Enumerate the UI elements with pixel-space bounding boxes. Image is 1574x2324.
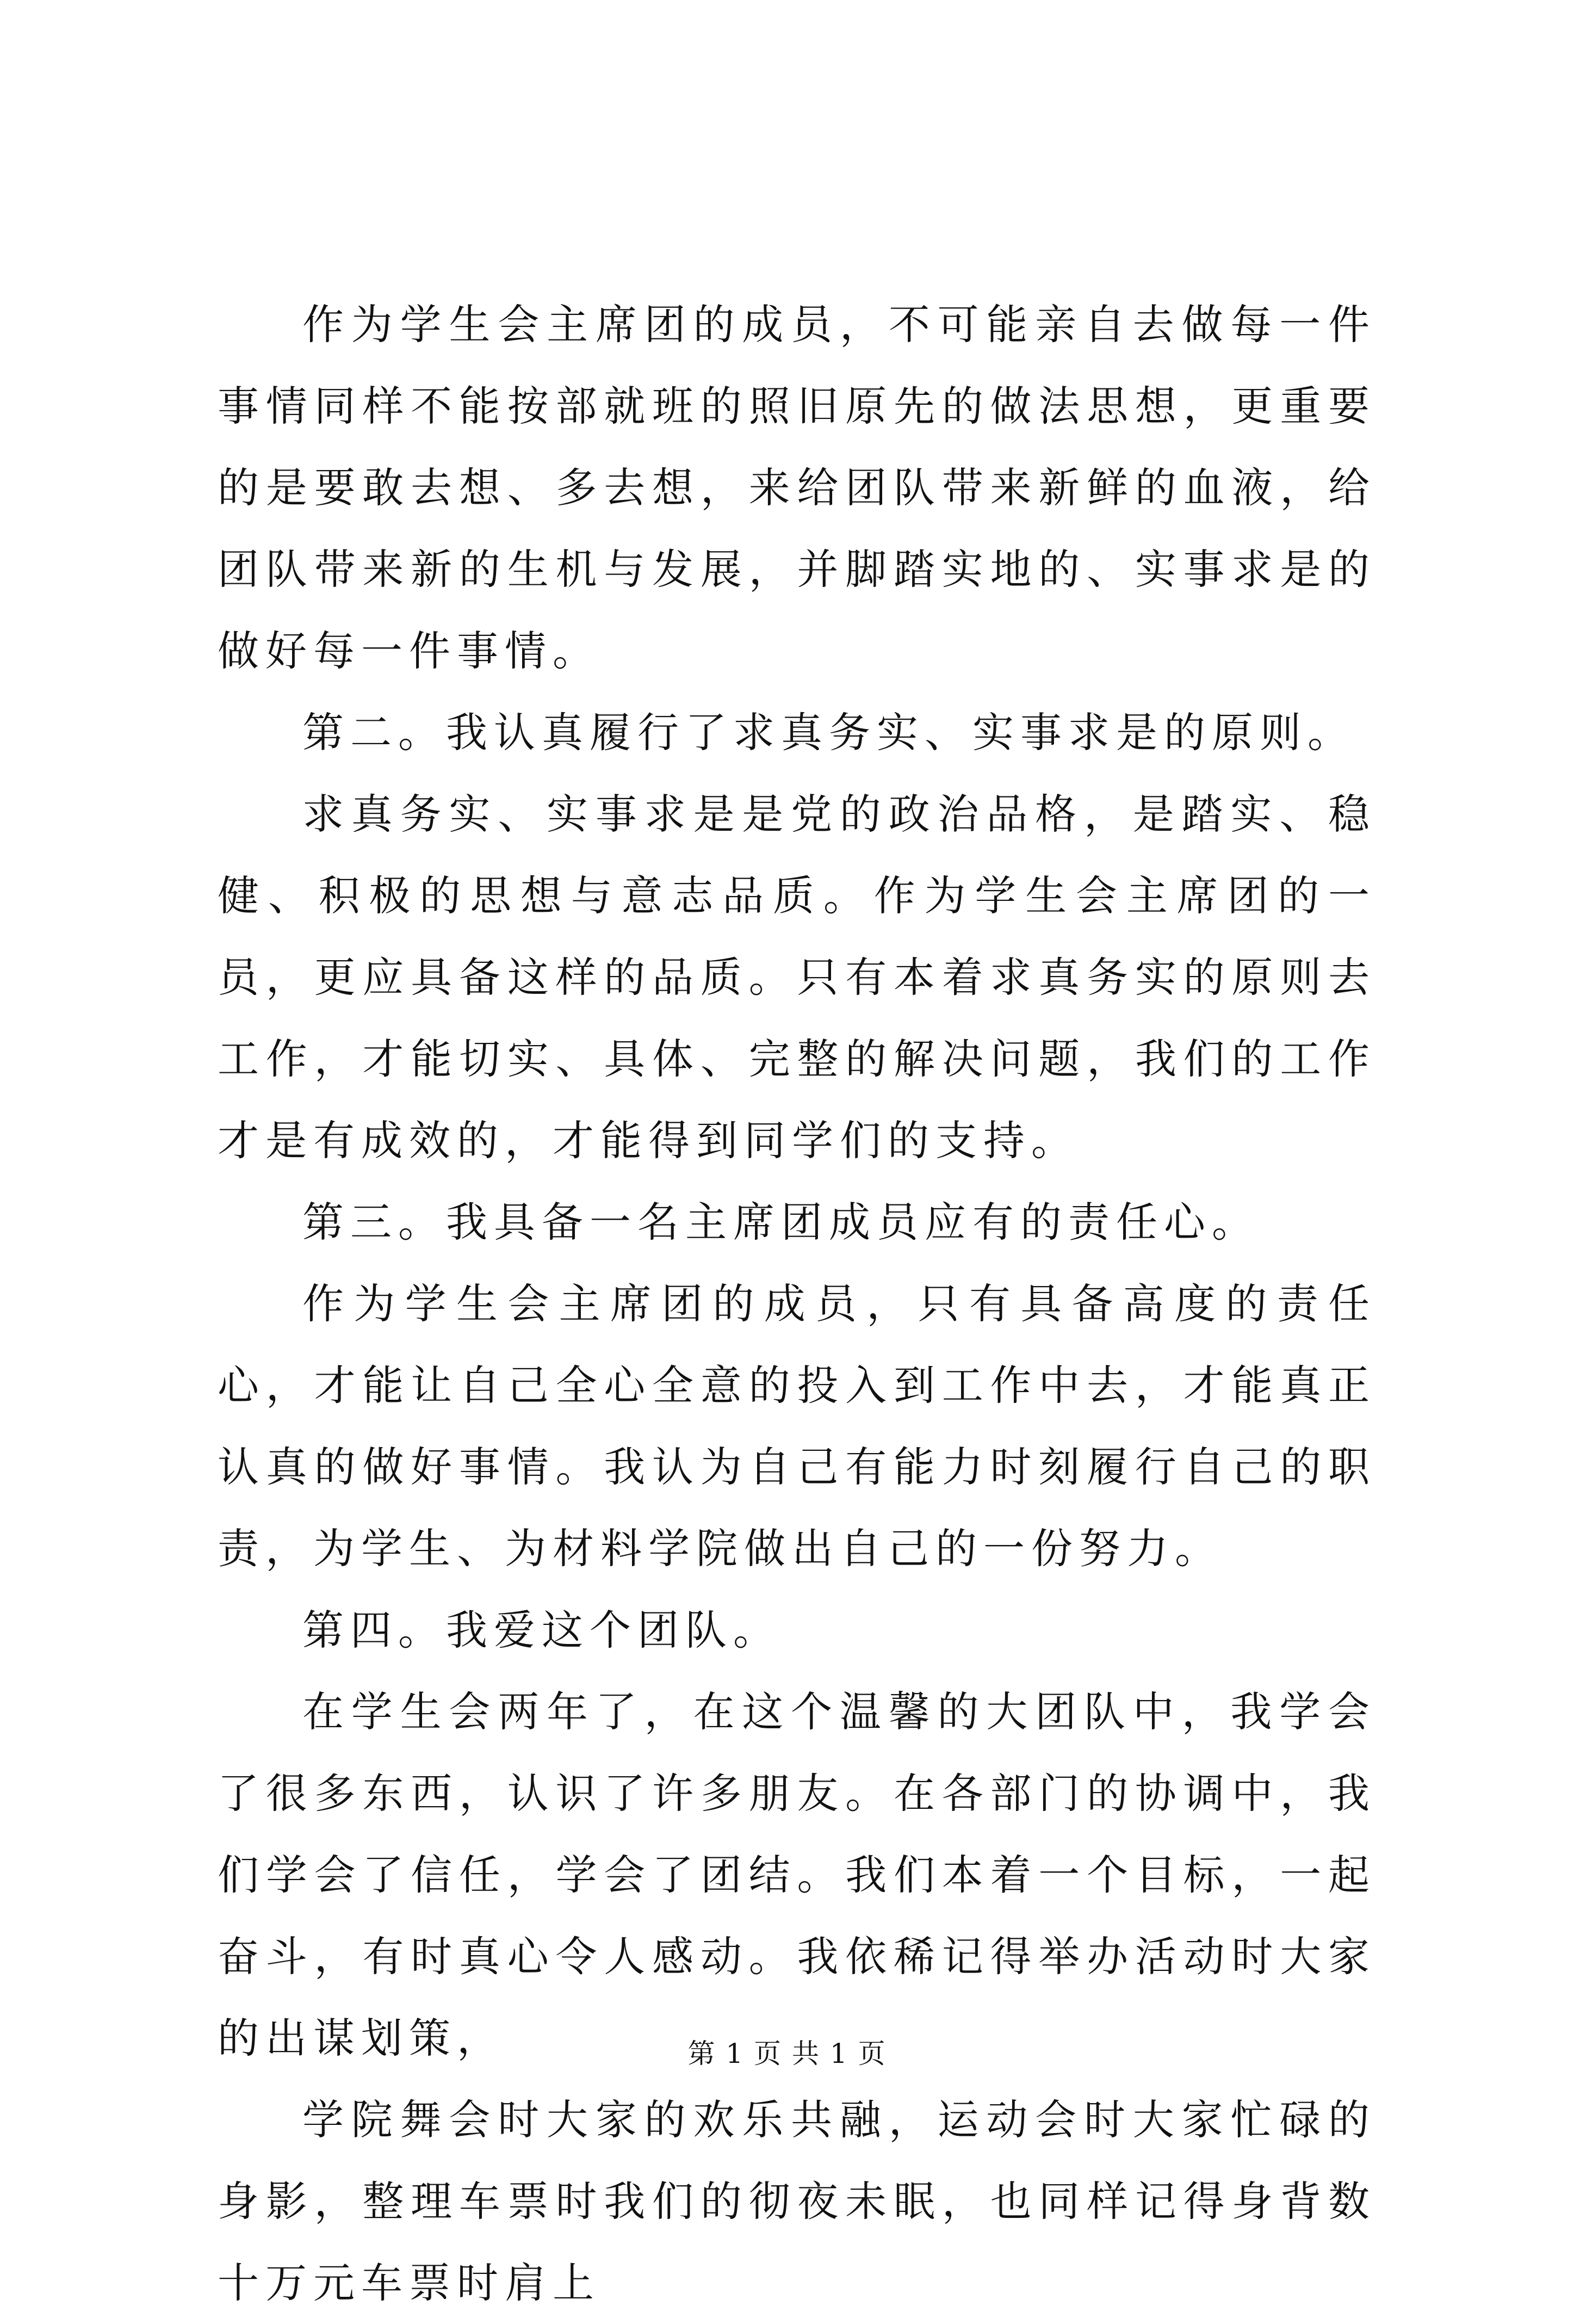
- paragraph-3: 求真务实、实事求是是党的政治品格，是踏实、稳健、积极的思想与意志品质。作为学生会主席团的一员，更应具备这样的品质。只有本着求真务实的原则去工作，才能切实、具体、完整的解决问题，我们的工作才是有成效的，才能得到同学们的支持。: [218, 790, 1376, 1165]
- paragraph-6-heading: 第四。我爱这个团队。: [302, 1606, 781, 1654]
- paragraph-1: 作为学生会主席团的成员，不可能亲自去做每一件事情同样不能按部就班的照旧原先的做法思想，更重要的是要敢去想、多去想，来给团队带来新鲜的血液，给团队带来新的生机与发展，并脚踏实地的、实事求是的做好每一件事情。: [218, 300, 1376, 675]
- document-body: [218, 284, 1376, 2324]
- paragraph-7: 在学生会两年了，在这个温馨的大团队中，我学会了很多东西，认识了许多朋友。在各部门的协调中，我们学会了信任，学会了团结。我们本着一个目标，一起奋斗，有时真心令人感动。我依稀记得举办活动时大家的出谋划策，: [218, 1688, 1376, 2062]
- paragraph-5: 作为学生会主席团的成员，只有具备高度的责任心，才能让自己全心全意的投入到工作中去，才能真正认真的做好事情。我认为自己有能力时刻履行自己的职责，为学生、为材料学院做出自己的一份努力。: [218, 1280, 1376, 1573]
- page-footer: 第 1 页 共 1 页: [687, 2038, 887, 2069]
- paragraph-4-heading: 第三。我具备一名主席团成员应有的责任心。: [302, 1198, 1260, 1246]
- paragraph-8: 学院舞会时大家的欢乐共融，运动会时大家忙碌的身影，整理车票时我们的彻夜未眠，也同样记得身背数十万元车票时肩上: [218, 2096, 1376, 2307]
- paragraph-2-heading: 第二。我认真履行了求真务实、实事求是的原则。: [302, 708, 1355, 757]
